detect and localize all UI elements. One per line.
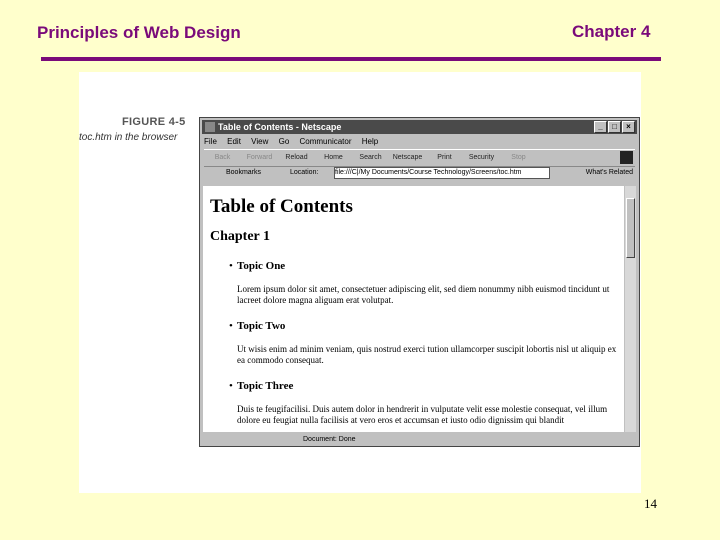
menu-view[interactable]: View xyxy=(251,137,269,146)
menu-communicator[interactable]: Communicator xyxy=(299,137,352,146)
figure-caption: toc.htm in the browser xyxy=(79,132,178,143)
netscape-logo-icon xyxy=(620,151,633,164)
browser-titlebar[interactable] xyxy=(202,120,637,134)
netscape-window-icon xyxy=(205,122,215,132)
menu-bar xyxy=(204,135,635,148)
menu-help[interactable]: Help xyxy=(361,137,379,146)
stop-button[interactable]: Stop xyxy=(511,154,526,161)
page-heading: Table of Contents xyxy=(210,196,353,217)
scrollbar-thumb[interactable] xyxy=(626,198,635,258)
bullet: • xyxy=(229,320,233,332)
topic-title: Topic One xyxy=(237,260,286,272)
browser-window xyxy=(199,117,640,447)
location-label: Location: xyxy=(290,169,319,176)
topic-text: Ut wisis enim ad minim veniam, quis nostrud exerci tution ullamcorper suscipit lobortis nisl ut aliquip ex ea commodo consequat. xyxy=(237,344,617,365)
netscape-button[interactable]: Netscape xyxy=(392,154,423,161)
back-button[interactable]: Back xyxy=(214,154,231,161)
slide-title: Principles of Web Design xyxy=(37,23,241,42)
navigation-toolbar xyxy=(204,149,635,167)
bookmarks-button[interactable]: Bookmarks xyxy=(226,169,262,176)
topic-text: Lorem ipsum dolor sit amet, consectetuer adipiscing elit, sed diem nonummy nibh euismod tincidunt ut lacreet dolore magna aliguam erat volutpat. xyxy=(237,284,610,305)
topic-text: Duis te feugifacilisi. Duis autem dolor in hendrerit in vulputate velit esse molestie consequat, vel illum dolore eu feugiat nulla facilisis at vero eros et accumsan et iusto odio dignissim qui blandit xyxy=(237,404,608,425)
bullet: • xyxy=(229,380,233,392)
close-button[interactable]: × xyxy=(622,121,635,133)
search-button[interactable]: Search xyxy=(359,154,382,161)
status-bar xyxy=(203,434,636,445)
menu-go[interactable]: Go xyxy=(278,137,290,146)
window-buttons xyxy=(593,121,635,133)
reload-button[interactable]: Reload xyxy=(285,154,308,161)
topic-title: Topic Three xyxy=(237,380,294,392)
slide-chapter: Chapter 4 xyxy=(572,22,651,41)
menu-edit[interactable]: Edit xyxy=(227,137,241,146)
security-button[interactable]: Security xyxy=(468,154,495,161)
title-rule xyxy=(41,57,661,61)
status-text: Document: Done xyxy=(303,436,356,443)
window-title: Table of Contents - Netscape xyxy=(218,122,342,132)
minimize-button[interactable]: _ xyxy=(594,121,607,133)
vertical-scrollbar[interactable] xyxy=(625,186,636,432)
figure-number: FIGURE 4-5 xyxy=(122,116,186,128)
page-number: 14 xyxy=(644,496,657,511)
topic-title: Topic Two xyxy=(237,320,286,332)
menu-file[interactable]: File xyxy=(204,137,217,146)
location-bar xyxy=(204,166,635,179)
whats-related-button[interactable]: What's Related xyxy=(585,169,633,176)
location-input[interactable]: file:///C|/My Documents/Course Technology/Screens/toc.htm xyxy=(334,167,550,179)
maximize-button[interactable]: □ xyxy=(608,121,621,133)
forward-button[interactable]: Forward xyxy=(246,154,273,161)
print-button[interactable]: Print xyxy=(437,154,452,161)
chapter-heading: Chapter 1 xyxy=(210,229,271,244)
bullet: • xyxy=(229,260,233,272)
home-button[interactable]: Home xyxy=(324,154,343,161)
page-content xyxy=(203,186,624,432)
